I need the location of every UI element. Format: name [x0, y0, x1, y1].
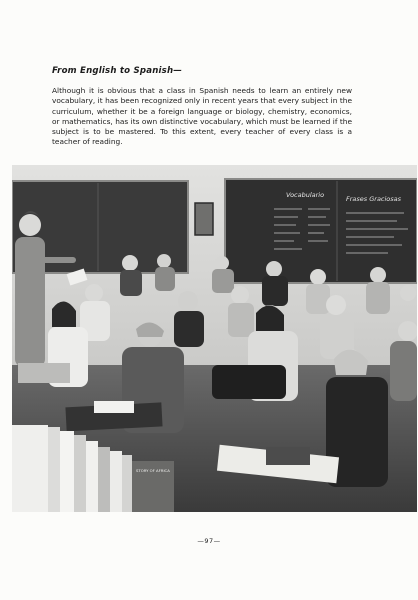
classroom-photo [12, 165, 417, 512]
section-heading: From English to Spanish— [52, 66, 183, 76]
blackboard-text-left: Vocabulario [286, 191, 325, 199]
page-number: —97— [197, 537, 221, 545]
body-paragraph: Although it is obvious that a class in Spanish needs to learn an entirely new vocabulary, it has been recognized only in recent years that every subject in the curriculum, whether it be a foreign language or biology, chemistry, economics, or mathematics, has its own distinctive vocabulary, which must be learned if the subject is to be mastered. To this extent, every teacher of every class is a teacher of reading. [52, 86, 352, 147]
book-spine-title: STORY OF AFRICA [136, 468, 170, 473]
blackboard-text-right: Frases Graciosas [346, 195, 402, 203]
classroom-photo-illustration [12, 165, 417, 512]
right-blackboard [225, 179, 417, 283]
wall-picture [195, 203, 213, 235]
